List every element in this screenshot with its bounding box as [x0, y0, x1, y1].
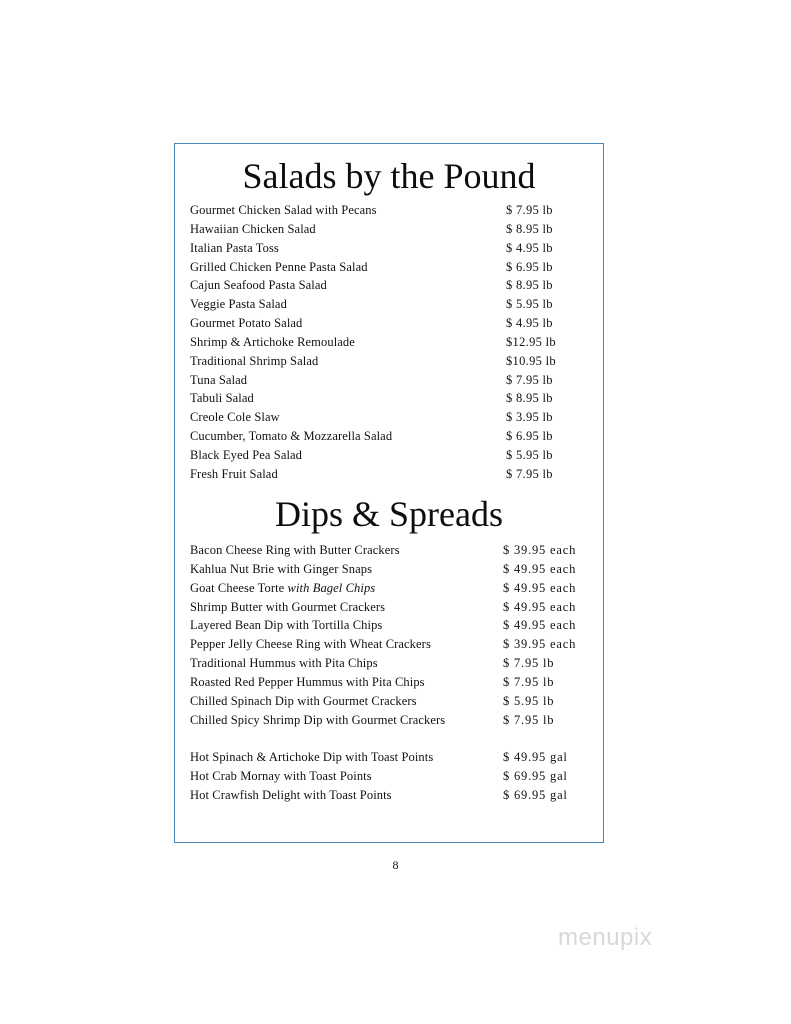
page-number: 8 — [392, 858, 399, 872]
list-item — [190, 579, 603, 598]
list-item — [190, 560, 603, 579]
item-name: Shrimp Butter with Gourmet Crackers — [190, 599, 386, 614]
list-item — [190, 389, 603, 408]
salads-list — [190, 201, 603, 484]
item-name: Grilled Chicken Penne Pasta Salad — [190, 259, 368, 274]
item-price: $ 7.95 lb — [503, 656, 555, 671]
list-item — [190, 748, 603, 767]
list-item — [190, 258, 603, 277]
list-item — [190, 635, 603, 654]
list-item — [190, 427, 603, 446]
item-name: Black Eyed Pea Salad — [190, 447, 303, 462]
item-price: $ 5.95 lb — [503, 693, 555, 708]
item-price: $ 49.95 each — [503, 580, 577, 595]
item-price: $ 8.95 lb — [506, 391, 553, 406]
menu-page-frame — [174, 143, 604, 843]
item-price: $12.95 lb — [506, 334, 556, 349]
item-name: Pepper Jelly Cheese Ring with Wheat Crackers — [190, 637, 431, 652]
item-price: $ 7.95 lb — [506, 466, 553, 481]
item-name: Cucumber, Tomato & Mozzarella Salad — [190, 429, 393, 444]
list-item — [190, 616, 603, 635]
list-item — [190, 333, 603, 352]
item-name: Fresh Fruit Salad — [190, 466, 278, 481]
item-name: Layered Bean Dip with Tortilla Chips — [190, 618, 383, 633]
watermark-logo: menupix — [558, 924, 653, 951]
item-name: Tabuli Salad — [190, 391, 254, 406]
item-name: Gourmet Chicken Salad with Pecans — [190, 203, 377, 217]
list-item — [190, 598, 603, 617]
item-price: $ 7.95 lb — [503, 712, 555, 727]
dips-section-title: Dips & Spreads — [275, 494, 503, 534]
list-item — [190, 541, 603, 560]
item-price: $ 4.95 lb — [506, 240, 553, 255]
item-price: $ 69.95 gal — [503, 788, 568, 803]
item-price: $ 5.95 lb — [506, 297, 553, 312]
list-item — [190, 711, 603, 730]
list-item — [190, 201, 603, 220]
item-name: Shrimp & Artichoke Remoulade — [190, 334, 355, 349]
item-price: $ 49.95 each — [503, 561, 577, 576]
item-price: $ 8.95 lb — [506, 278, 553, 293]
item-price: $ 69.95 gal — [503, 769, 568, 784]
item-name-main: Goat Cheese Torte — [190, 580, 288, 595]
item-name: Traditional Shrimp Salad — [190, 353, 319, 368]
item-name — [190, 579, 375, 598]
list-item — [190, 446, 603, 465]
item-name: Roasted Red Pepper Hummus with Pita Chips — [190, 674, 425, 689]
item-name: Italian Pasta Toss — [190, 240, 279, 255]
list-item — [190, 408, 603, 427]
list-item — [190, 314, 603, 333]
item-price: $ 6.95 lb — [506, 259, 553, 274]
item-price: $ 7.95 lb — [506, 372, 553, 387]
item-price: $ 4.95 lb — [506, 316, 553, 331]
item-name: Hawaiian Chicken Salad — [190, 221, 316, 236]
item-price: $ 49.95 gal — [503, 750, 568, 765]
list-item — [190, 654, 603, 673]
list-item — [190, 692, 603, 711]
item-price: $ 7.95 lb — [506, 203, 553, 217]
list-item — [190, 295, 603, 314]
item-name: Hot Spinach & Artichoke Dip with Toast Points — [190, 750, 434, 765]
item-name: Cajun Seafood Pasta Salad — [190, 278, 327, 293]
list-item — [190, 220, 603, 239]
item-name: Kahlua Nut Brie with Ginger Snaps — [190, 561, 373, 576]
item-name: Chilled Spicy Shrimp Dip with Gourmet Crackers — [190, 712, 446, 727]
item-name: Chilled Spinach Dip with Gourmet Crackers — [190, 693, 417, 708]
list-item — [190, 465, 603, 484]
item-price: $ 39.95 each — [503, 543, 577, 557]
item-price: $ 49.95 each — [503, 599, 577, 614]
item-name: Tuna Salad — [190, 372, 248, 387]
item-name: Traditional Hummus with Pita Chips — [190, 656, 378, 671]
item-name-accompaniment: with Bagel Chips — [287, 580, 376, 595]
item-price: $10.95 lb — [506, 353, 556, 368]
item-name: Gourmet Potato Salad — [190, 316, 303, 331]
salads-section-title: Salads by the Pound — [242, 156, 536, 196]
list-item — [190, 673, 603, 692]
list-item — [190, 239, 603, 258]
dips-list — [190, 541, 603, 805]
list-spacer — [190, 729, 603, 748]
item-price: $ 39.95 each — [503, 637, 577, 652]
item-name: Hot Crawfish Delight with Toast Points — [190, 788, 392, 803]
list-item — [190, 352, 603, 371]
item-price: $ 7.95 lb — [503, 674, 555, 689]
item-name: Hot Crab Mornay with Toast Points — [190, 769, 372, 784]
list-item — [190, 767, 603, 786]
list-item — [190, 786, 603, 805]
list-item — [190, 276, 603, 295]
item-price: $ 5.95 lb — [506, 447, 553, 462]
item-name: Bacon Cheese Ring with Butter Crackers — [190, 543, 400, 557]
item-name: Veggie Pasta Salad — [190, 297, 287, 312]
list-item — [190, 371, 603, 390]
item-name: Creole Cole Slaw — [190, 410, 280, 425]
item-price: $ 49.95 each — [503, 618, 577, 633]
item-price: $ 3.95 lb — [506, 410, 553, 425]
item-price: $ 6.95 lb — [506, 429, 553, 444]
item-price: $ 8.95 lb — [506, 221, 553, 236]
